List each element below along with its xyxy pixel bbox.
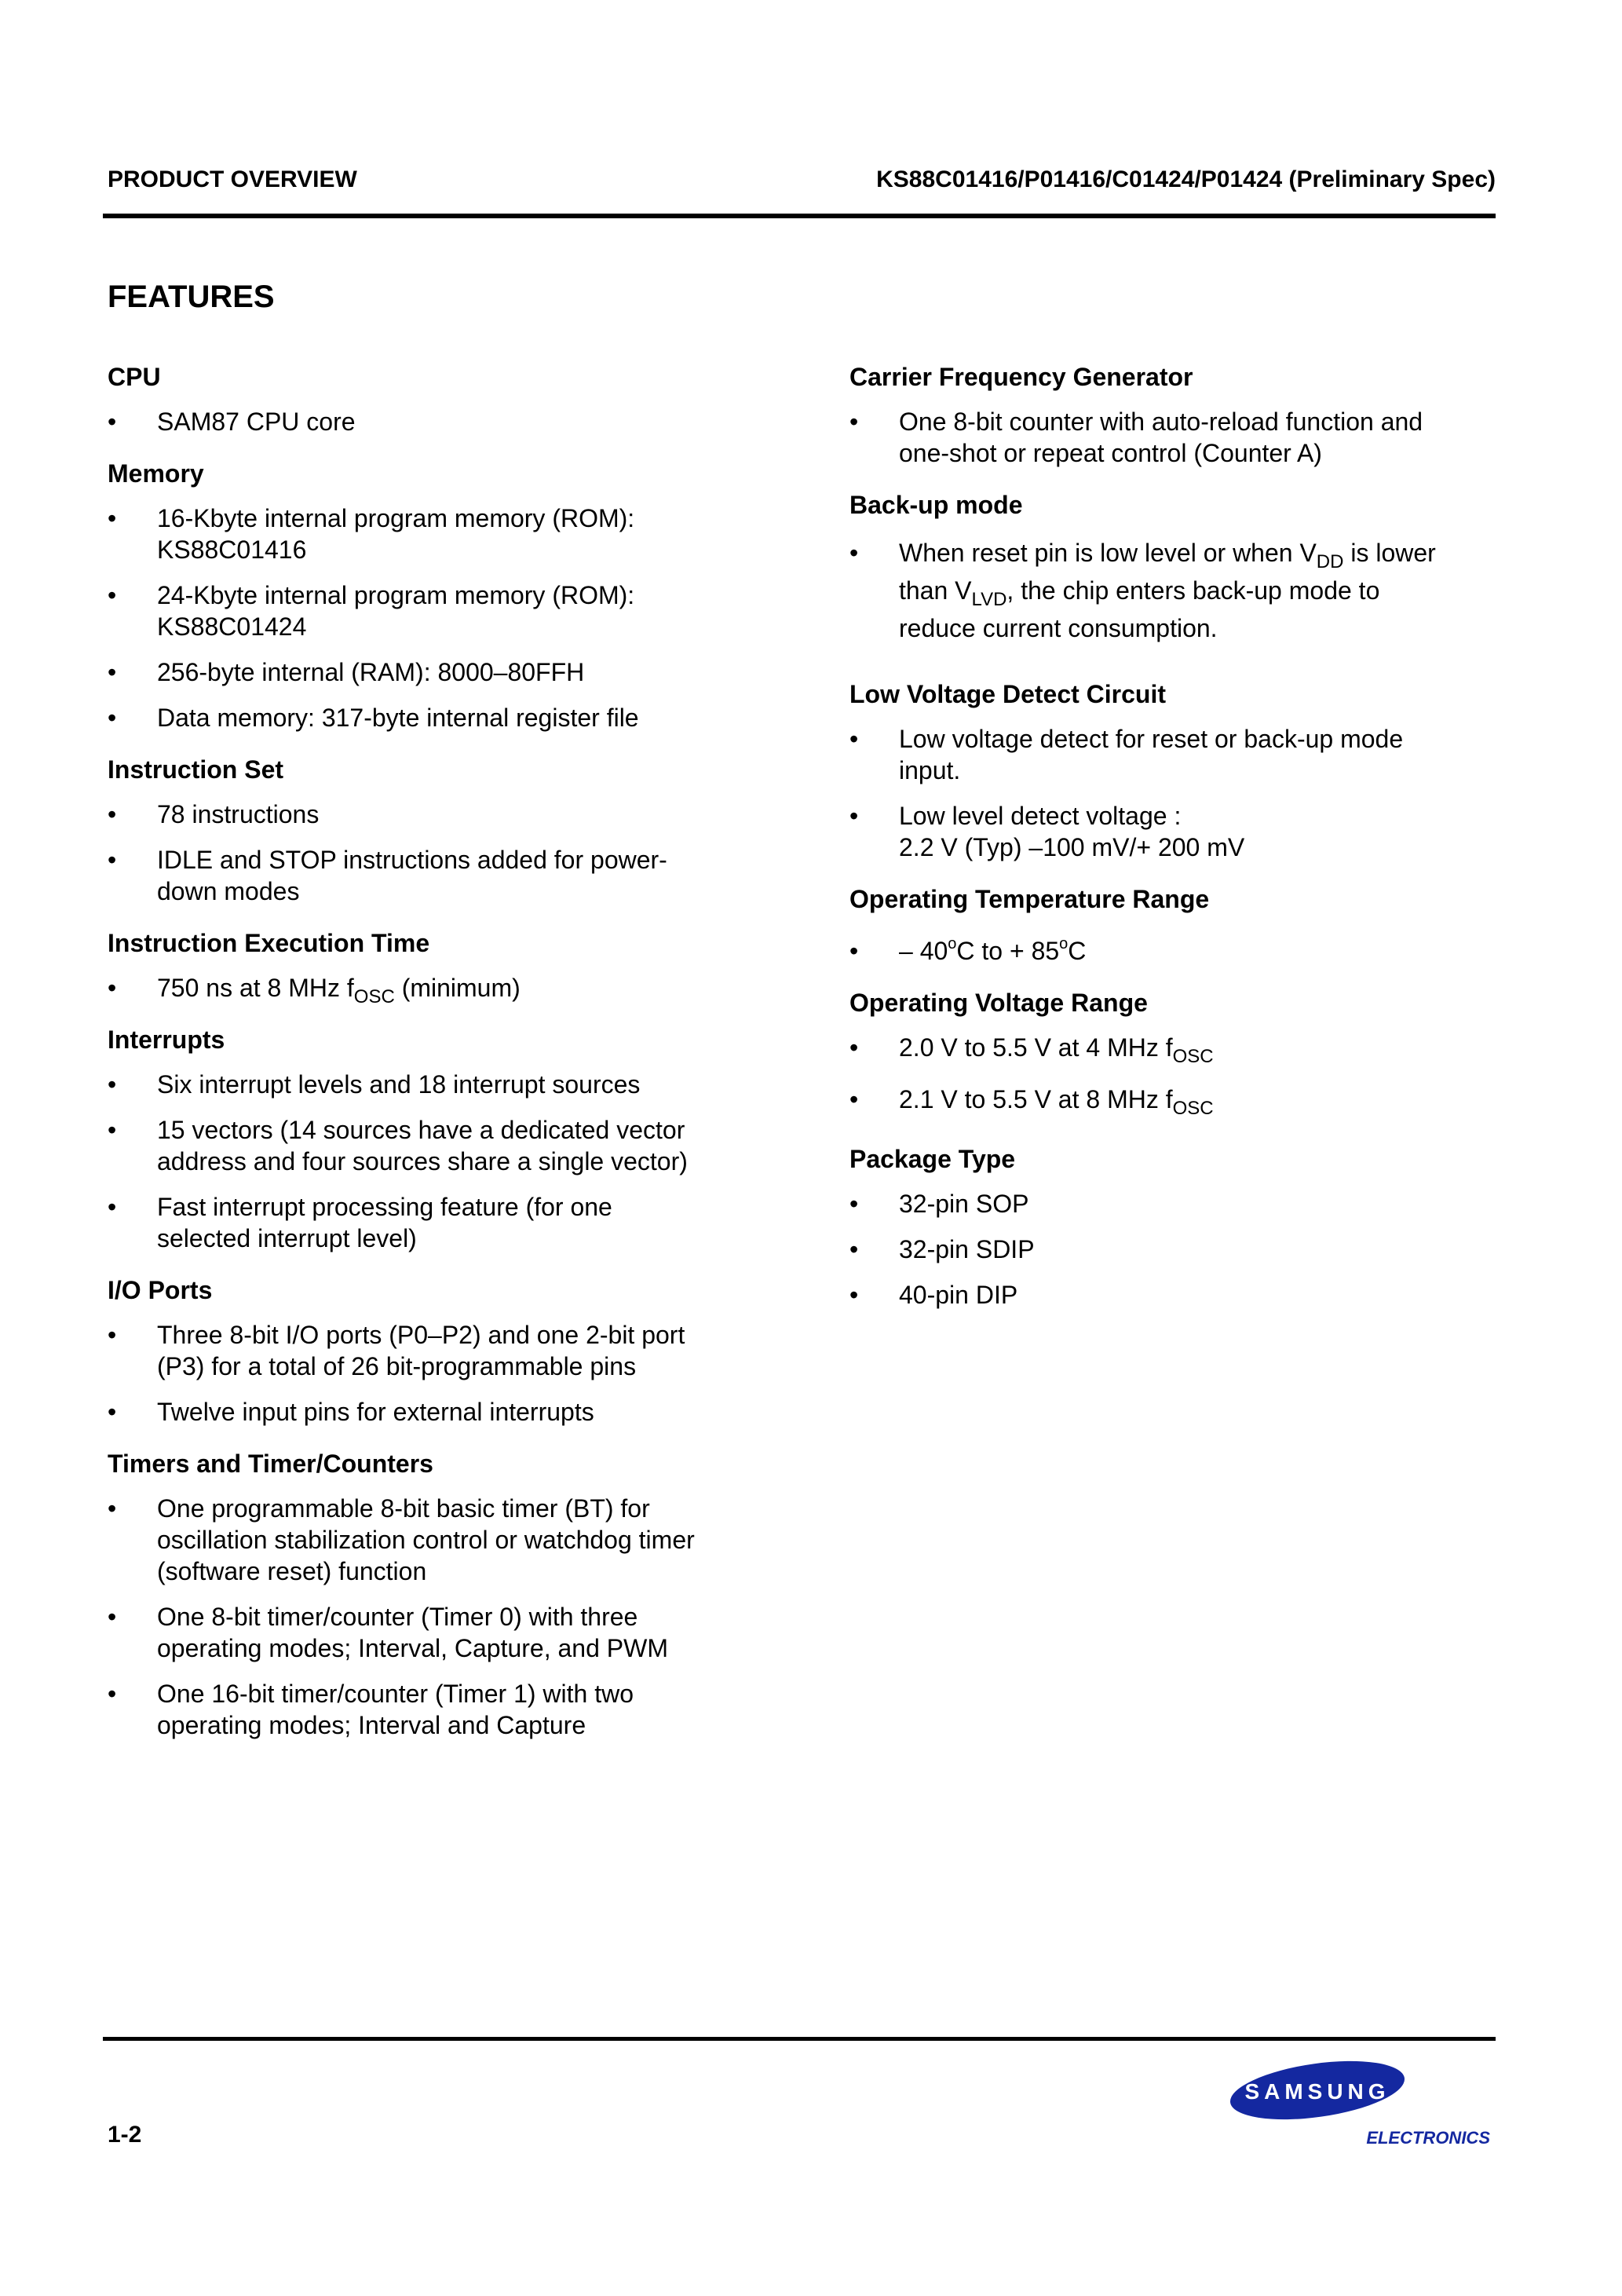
section-carrier-frequency — [849, 361, 1509, 469]
list-item: • 78 instructions — [108, 799, 767, 830]
bullet-list — [108, 503, 767, 733]
section-heading: Memory — [108, 459, 204, 488]
section-heading: Package Type — [849, 1145, 1016, 1173]
bullet-list — [108, 1069, 767, 1254]
section-package-type — [849, 1143, 1509, 1311]
list-item: • Low voltage detect for reset or back-up mode input. — [849, 723, 1509, 786]
bullet-list — [849, 723, 1509, 863]
section-heading: Timers and Timer/Counters — [108, 1450, 433, 1478]
list-item: • 32-pin SOP — [849, 1188, 1509, 1219]
bullet-list — [108, 406, 767, 437]
left-column — [108, 361, 767, 1755]
list-item: • 256-byte internal (RAM): 8000–80FFH — [108, 656, 767, 688]
section-interrupts — [108, 1024, 767, 1254]
list-item: • Twelve input pins for external interrupts — [108, 1396, 767, 1428]
list-item: • Data memory: 317-byte internal register file — [108, 702, 767, 733]
list-item: • One programmable 8-bit basic timer (BT) for oscillation stabilization control or watchdog timer (software reset) function — [108, 1493, 767, 1587]
section-heading: Low Voltage Detect Circuit — [849, 680, 1167, 708]
section-heading: Instruction Set — [108, 755, 284, 784]
list-item: • One 8-bit timer/counter (Timer 0) with three operating modes; Interval, Capture, and PWM — [108, 1601, 767, 1664]
list-item: • IDLE and STOP instructions added for power- down modes — [108, 844, 767, 907]
samsung-logo-subtitle: ELECTRONICS — [1366, 2128, 1490, 2148]
page-number: 1-2 — [108, 2122, 142, 2148]
samsung-logo-word: SAMSUNG — [1244, 2079, 1390, 2104]
list-item: • When reset pin is low level or when $V_{DD}$ is lower than $V_{LVD}$, the chip enters back-up mode to reduce current consumption. — [849, 534, 1509, 647]
list-item: • 32-pin SDIP — [849, 1234, 1509, 1265]
bullet-list — [108, 972, 767, 1007]
list-item: • 16-Kbyte internal program memory (ROM): KS88C01416 — [108, 503, 767, 565]
bullet-list — [849, 1188, 1509, 1311]
list-item: • Six interrupt levels and 18 interrupt sources — [108, 1069, 767, 1100]
list-item: • 40-pin DIP — [849, 1279, 1509, 1311]
section-voltage-range — [849, 987, 1509, 1119]
bullet-list — [849, 534, 1509, 647]
section-heading: Operating Voltage Range — [849, 989, 1148, 1017]
bullet-list — [108, 1319, 767, 1428]
section-heading: Operating Temperature Range — [849, 885, 1210, 913]
section-backup-mode — [849, 489, 1509, 647]
section-heading: I/O Ports — [108, 1276, 213, 1304]
bullet-list — [849, 935, 1509, 967]
section-instruction-set — [108, 754, 767, 907]
header-doc-title: KS88C01416/P01416/C01424/P01424 (Preliminary Spec) — [876, 166, 1496, 192]
section-temperature-range — [849, 883, 1509, 967]
section-low-voltage-detect — [849, 678, 1509, 863]
bullet-list — [108, 799, 767, 907]
section-heading: Instruction Execution Time — [108, 929, 430, 957]
section-memory — [108, 458, 767, 733]
header-section: PRODUCT OVERVIEW — [108, 166, 357, 192]
section-execution-time — [108, 927, 767, 1007]
section-heading: Interrupts — [108, 1026, 225, 1054]
list-item: • Three 8-bit I/O ports (P0–P2) and one 2-bit port (P3) for a total of 26 bit-programmable pins — [108, 1319, 767, 1382]
list-item: • One 8-bit counter with auto-reload function and one-shot or repeat control (Counter A) — [849, 406, 1509, 469]
list-item: • 2.1 V to 5.5 V at 8 MHz $f_{OSC}$ — [849, 1084, 1509, 1115]
list-item: • 15 vectors (14 sources have a dedicated vector address and four sources share a single vector) — [108, 1114, 767, 1177]
header-rule — [103, 214, 1496, 218]
list-item: • 2.0 V to 5.5 V at 4 MHz $f_{OSC}$ — [849, 1032, 1509, 1063]
section-heading: Back-up mode — [849, 491, 1023, 519]
bullet-list — [849, 406, 1509, 469]
list-item: • One 16-bit timer/counter (Timer 1) with two operating modes; Interval and Capture — [108, 1678, 767, 1741]
section-timers — [108, 1448, 767, 1741]
list-item: • 24-Kbyte internal program memory (ROM): KS88C01424 — [108, 579, 767, 642]
list-item: • – 40$^o$C to + $85^oC$ — [849, 935, 1509, 967]
footer-rule — [103, 2037, 1496, 2041]
list-item: • Fast interrupt processing feature (for one selected interrupt level) — [108, 1191, 767, 1254]
samsung-electronics-logo — [1226, 2051, 1493, 2153]
list-item: • SAM87 CPU core — [108, 406, 767, 437]
section-heading: CPU — [108, 363, 161, 391]
section-cpu — [108, 361, 767, 437]
bullet-list — [108, 1493, 767, 1741]
right-column — [849, 361, 1509, 1325]
list-item: • 750 ns at 8 MHz $f_{OSC}$ (minimum) — [108, 972, 767, 1004]
bullet-list — [849, 1032, 1509, 1119]
section-heading: Carrier Frequency Generator — [849, 363, 1193, 391]
page-title: FEATURES — [108, 280, 275, 314]
section-io-ports — [108, 1274, 767, 1428]
list-item: • Low level detect voltage : 2.2 V (Typ) –100 mV/+ 200 mV — [849, 800, 1509, 863]
